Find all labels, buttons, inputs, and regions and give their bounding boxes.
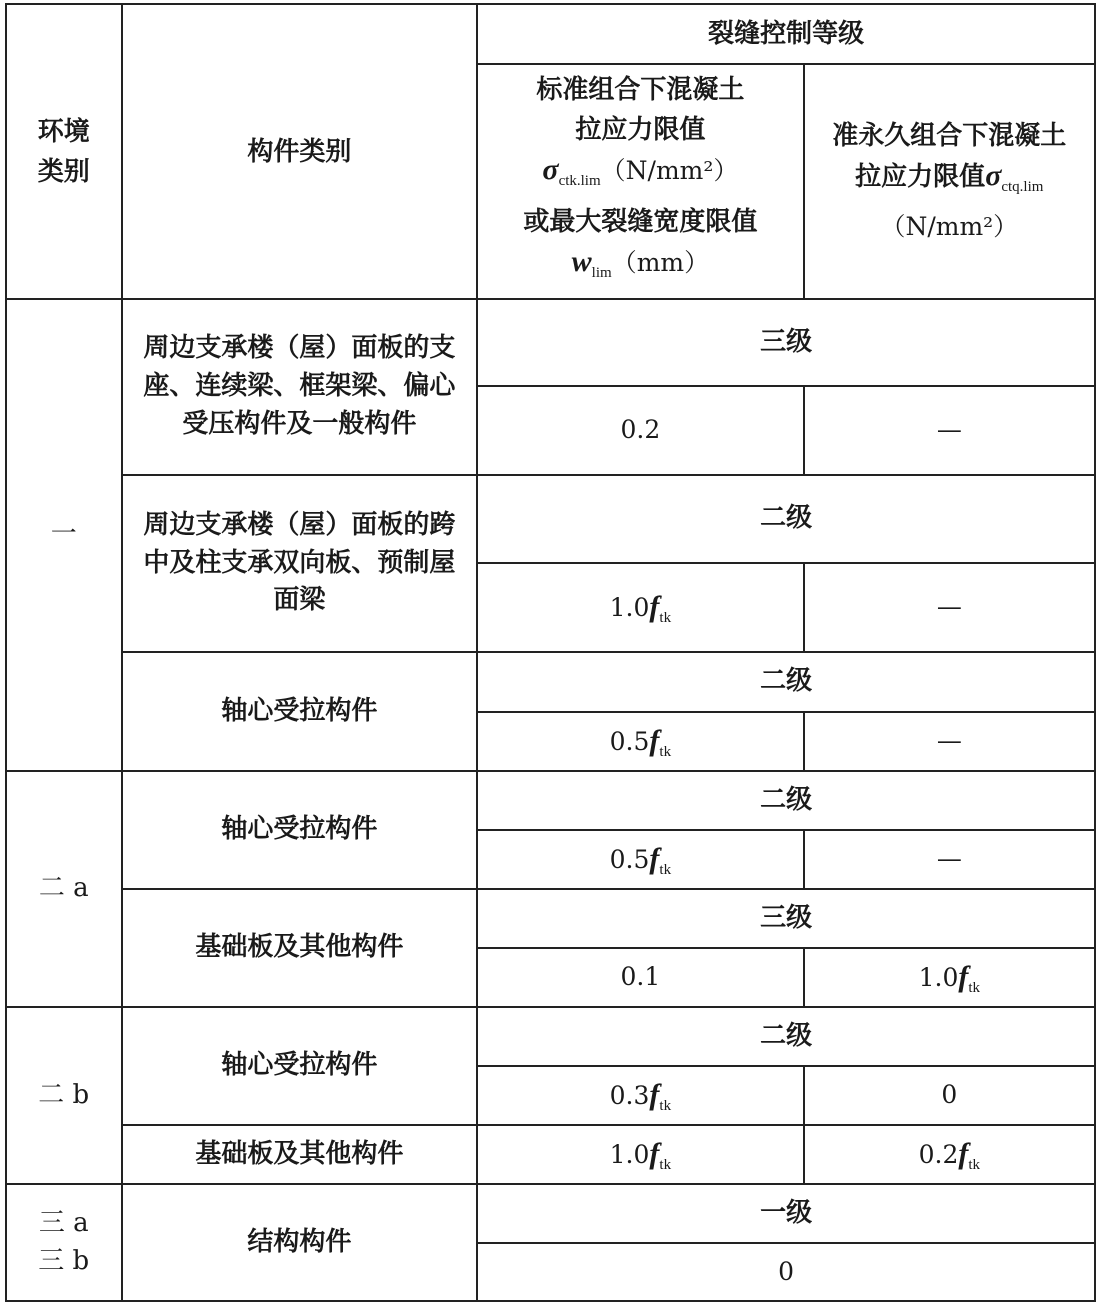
member-cell: 轴心受拉构件 [122,652,478,771]
value-cell: $1.0f_{tk}$ [477,1125,803,1184]
member-cell: 周边支承楼（屋）面板的跨中及柱支承双向板、预制屋面梁 [122,475,478,652]
value-cell: $1.0f_{tk}$ [477,563,803,652]
value-cell: $0.5f_{tk}$ [477,712,803,771]
value-cell: $0.5f_{tk}$ [477,830,803,889]
header-member: 构件类别 [122,4,478,299]
header-crack-grade: 裂缝控制等级 [477,4,1095,64]
value-cell: $1.0f_{tk}$ [804,948,1095,1007]
header-standard-combination: 标准组合下混凝土 拉应力限值 $\sigma_{ctk.lim}(N/mm^2)$ 或最大裂缝宽度限值 $w_{lim}(mm)$ [477,64,803,299]
value-cell: $0.3f_{tk}$ [477,1066,803,1125]
grade-cell: 三级 [477,299,1095,386]
env-3: 三 a 三 b [6,1184,122,1301]
member-cell: 轴心受拉构件 [122,771,478,889]
value-cell: — [804,563,1095,652]
header-quasi-permanent: 准永久组合下混凝土 拉应力限值$\sigma_{ctq.lim}$ （N/mm²） [804,64,1095,299]
header-env: 环境类别 [6,4,122,299]
value-cell: 0 [804,1066,1095,1125]
member-cell: 轴心受拉构件 [122,1007,478,1125]
value-cell: — [804,386,1095,475]
value-cell: — [804,830,1095,889]
member-cell: 基础板及其他构件 [122,889,478,1007]
grade-cell: 二级 [477,652,1095,712]
grade-cell: 二级 [477,475,1095,563]
member-cell: 周边支承楼（屋）面板的支座、连续梁、框架梁、偏心受压构件及一般构件 [122,299,478,475]
grade-cell: 一级 [477,1184,1095,1243]
grade-cell: 二级 [477,771,1095,830]
env-1: 一 [6,299,122,771]
value-cell: 0.2 [477,386,803,475]
member-cell: 结构构件 [122,1184,478,1301]
value-cell: 0.1 [477,948,803,1007]
grade-cell: 三级 [477,889,1095,948]
member-cell: 基础板及其他构件 [122,1125,478,1184]
env-2a: 二 a [6,771,122,1007]
value-cell: 0 [477,1243,1095,1301]
grade-cell: 二级 [477,1007,1095,1066]
value-cell: — [804,712,1095,771]
value-cell: $0.2f_{tk}$ [804,1125,1095,1184]
env-2b: 二 b [6,1007,122,1184]
crack-control-table [5,3,1096,1302]
